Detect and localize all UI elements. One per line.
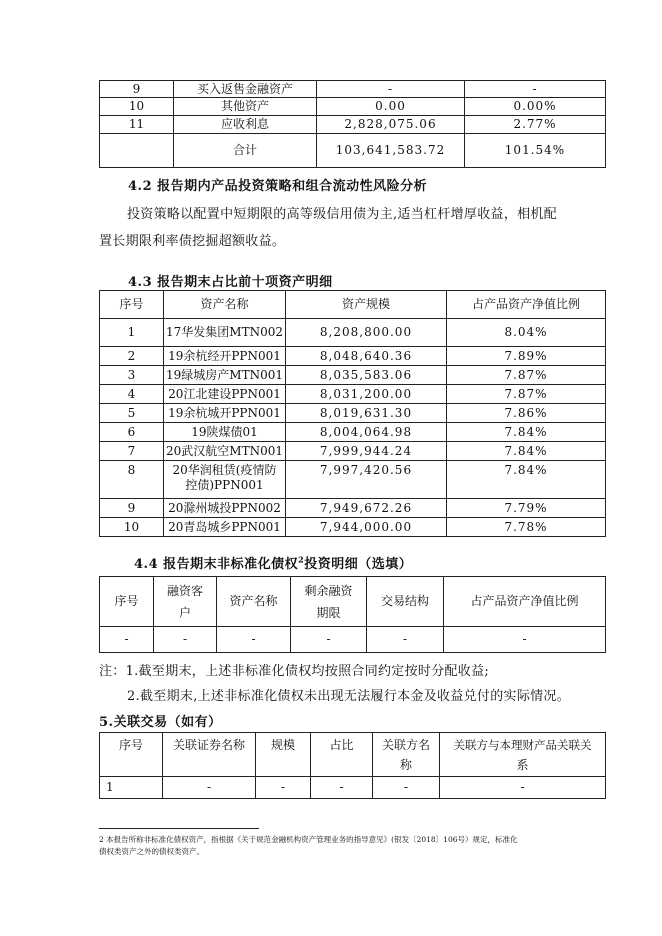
row-scale: 7,949,672.26	[286, 499, 447, 518]
row-ratio: 7.84%	[447, 423, 606, 442]
table-row	[100, 366, 606, 385]
row-name-line1: 20华润租赁(疫情防	[172, 463, 277, 477]
row-name: -	[217, 627, 291, 653]
row-name: 20武汉航空MTN001	[164, 442, 286, 461]
section-4-4-heading	[134, 553, 412, 572]
header-party	[373, 733, 440, 777]
row-ratio: -	[465, 81, 606, 98]
row-item: 买入返售金融资产	[174, 81, 317, 98]
table-row	[100, 404, 606, 423]
row-scale: 8,031,200.00	[286, 385, 447, 404]
row-name-line2: 控债)PPN001	[185, 478, 264, 492]
header-name: 资产名称	[164, 291, 286, 319]
row-ratio: -	[444, 627, 606, 653]
row-ratio: 7.87%	[447, 366, 606, 385]
header-scale: 资产规模	[286, 291, 447, 319]
note-2: 2.截至期末,上述非标准化债权未出现无法履行本金及收益兑付的实际情况。	[127, 689, 571, 704]
table-header-row	[100, 291, 606, 319]
header-term-line2: 期限	[316, 605, 341, 620]
row-no: 9	[100, 81, 174, 98]
row-scale: 8,048,640.36	[286, 347, 447, 366]
header-ratio: 占产品资产净值比例	[444, 577, 606, 627]
table-row	[100, 442, 606, 461]
row-no: 8	[100, 461, 164, 499]
row-name: 19陕煤债01	[164, 423, 286, 442]
section-4-3-heading: 4.3 报告期末占比前十项资产明细	[128, 275, 333, 290]
row-no: 1	[100, 319, 164, 347]
footnote	[99, 834, 579, 858]
row-scale: 8,035,583.06	[286, 366, 447, 385]
row-item: 其他资产	[174, 98, 317, 116]
row-name: 20滁州城投PPN002	[164, 499, 286, 518]
row-no: 10	[100, 98, 174, 116]
header-client-line1: 融资客	[166, 583, 203, 598]
table-row	[100, 116, 606, 134]
section-4-2-heading: 4.2 报告期内产品投资策略和组合流动性风险分析	[128, 179, 428, 194]
row-amount: 103,641,583.72	[317, 134, 465, 168]
header-no: 序号	[100, 733, 163, 777]
row-no: 3	[100, 366, 164, 385]
related-transactions-table	[99, 732, 606, 799]
table-row	[100, 81, 606, 98]
table-header-row	[100, 733, 606, 777]
row-amount: 0.00	[317, 98, 465, 116]
row-structure: -	[367, 627, 444, 653]
row-party: -	[373, 777, 440, 799]
row-scale: 7,999,944.24	[286, 442, 447, 461]
header-relationship-line1: 关联方与本理财产品关联关	[453, 737, 592, 752]
row-ratio: 101.54%	[465, 134, 606, 168]
header-scale: 规模	[256, 733, 311, 777]
header-term	[291, 577, 367, 627]
row-ratio: 7.89%	[447, 347, 606, 366]
row-name: 20青岛城乡PPN001	[164, 518, 286, 537]
row-no: 2	[100, 347, 164, 366]
row-ratio: -	[311, 777, 373, 799]
row-amount: -	[317, 81, 465, 98]
header-relationship	[440, 733, 606, 777]
header-no: 序号	[100, 291, 164, 319]
row-no: 6	[100, 423, 164, 442]
row-no: 7	[100, 442, 164, 461]
row-ratio: 7.84%	[447, 442, 606, 461]
row-amount: 2,828,075.06	[317, 116, 465, 134]
header-party-line2: 称	[399, 757, 412, 772]
row-scale: 8,019,631.30	[286, 404, 447, 423]
section-5-heading: 5.关联交易（如有）	[99, 715, 222, 730]
row-name: 19余杭城开PPN001	[164, 404, 286, 423]
section-4-2-paragraph-line2: 置长期限利率债挖掘超额收益。	[99, 234, 286, 249]
row-ratio: 0.00%	[465, 98, 606, 116]
row-no: 10	[100, 518, 164, 537]
table-row	[100, 385, 606, 404]
note-1: 注：1.截至期末，上述非标准化债权均按照合同约定按时分配收益;	[99, 664, 490, 679]
row-name: 20江北建设PPN001	[164, 385, 286, 404]
header-client-line2: 户	[178, 605, 191, 620]
footnote-line1: 2 本报告所称非标准化债权资产，指根据《关于规范金融机构资产管理业务的指导意见》(银发〔2018〕106号）规定，标准化	[99, 835, 518, 844]
table-row	[100, 518, 606, 537]
table-row-total	[100, 134, 606, 168]
footnote-line2: 债权类资产之外的债权类资产。	[99, 847, 204, 856]
row-item: 合计	[174, 134, 317, 168]
header-party-line1: 关联方名	[381, 737, 430, 752]
header-relationship-line2: 系	[516, 757, 529, 772]
header-structure: 交易结构	[367, 577, 444, 627]
row-no: 1	[100, 777, 163, 799]
row-scale: 7,944,000.00	[286, 518, 447, 537]
table-row	[100, 347, 606, 366]
heading-text-suffix: 投资明细（选填）	[304, 557, 413, 572]
header-name: 资产名称	[217, 577, 291, 627]
table-row	[100, 319, 606, 347]
row-ratio: 7.84%	[447, 461, 606, 499]
asset-allocation-table	[99, 80, 606, 168]
row-scale: -	[256, 777, 311, 799]
non-standard-debt-table	[99, 576, 606, 653]
header-ratio: 占产品资产净值比例	[447, 291, 606, 319]
row-no: 4	[100, 385, 164, 404]
footnote-ref: 2	[298, 554, 305, 565]
row-scale: 8,208,800.00	[286, 319, 447, 347]
row-ratio: 8.04%	[447, 319, 606, 347]
table-row	[100, 777, 606, 799]
header-ratio: 占比	[311, 733, 373, 777]
row-term: -	[291, 627, 367, 653]
row-name	[164, 461, 286, 499]
table-row	[100, 423, 606, 442]
row-item: 应收利息	[174, 116, 317, 134]
row-name: 17华发集团MTN002	[164, 319, 286, 347]
row-no: 5	[100, 404, 164, 423]
row-ratio: 7.79%	[447, 499, 606, 518]
row-name: -	[163, 777, 256, 799]
row-name: 19绿城房产MTN001	[164, 366, 286, 385]
top-ten-assets-table	[99, 290, 606, 537]
row-name: 19余杭经开PPN001	[164, 347, 286, 366]
row-client: -	[154, 627, 217, 653]
header-term-line1: 剩余融资	[304, 583, 353, 598]
table-header-row	[100, 577, 606, 627]
header-no: 序号	[100, 577, 154, 627]
header-name: 关联证券名称	[163, 733, 256, 777]
footnote-divider	[99, 828, 259, 829]
row-ratio: 7.87%	[447, 385, 606, 404]
row-relationship: -	[440, 777, 606, 799]
row-no: 11	[100, 116, 174, 134]
row-ratio: 7.78%	[447, 518, 606, 537]
heading-text: 4.4 报告期末非标准化债权	[134, 557, 299, 572]
row-no	[100, 134, 174, 168]
row-scale: 7,997,420.56	[286, 461, 447, 499]
table-row	[100, 461, 606, 499]
row-ratio: 7.86%	[447, 404, 606, 423]
row-scale: 8,004,064.98	[286, 423, 447, 442]
table-row	[100, 627, 606, 653]
section-4-2-paragraph-line1: 投资策略以配置中短期限的高等级信用债为主,适当杠杆增厚收益，相机配	[127, 207, 558, 222]
row-ratio: 2.77%	[465, 116, 606, 134]
table-row	[100, 98, 606, 116]
header-client	[154, 577, 217, 627]
table-row	[100, 499, 606, 518]
row-no: 9	[100, 499, 164, 518]
row-no: -	[100, 627, 154, 653]
